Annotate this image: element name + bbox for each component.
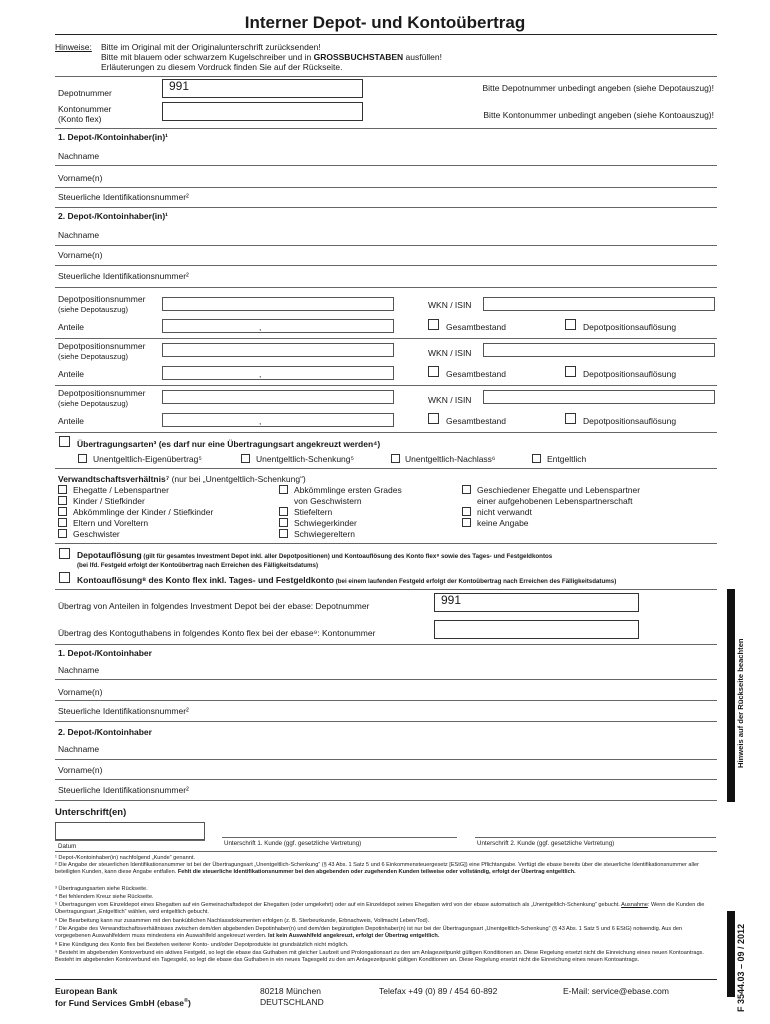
- target-holder1-firstname-label: Vorname(n): [58, 687, 103, 697]
- rel-not-related-checkbox[interactable]: [462, 507, 471, 516]
- rule: [55, 468, 717, 469]
- footnote-5-text-2: : Wenn die Kunden die Übertragungsart „Entgeltlich“ wählen, wird entgeltlich gebucht.: [55, 902, 705, 915]
- holder2-firstname-line[interactable]: [55, 265, 717, 266]
- rel-stepparents-label: Stiefeltern: [294, 507, 333, 517]
- footnote-7-text: ⁷ Die Angabe des Verwandtschaftsverhältnisses zwischen dem/den abgebenden Depotinhaber(n) und dem/den begünstigten Depotinhaber(n) ist nur bei der Übertragungsart „Unentgeltlich-Schenkung“ (§ 43 Abs. 1 Satz 5 und 6 EStG) notwendig. Aus den vorgegebenen Auswahlfeldern muss mindestens ein Auswahlfeld angekreuzt werden.: [55, 926, 683, 939]
- signature-date-label: Datum: [58, 843, 77, 850]
- transfer-donation-label: Unentgeltlich-Schenkung⁵: [256, 454, 355, 464]
- rel-children-checkbox[interactable]: [58, 496, 67, 505]
- rel-siblings-label: Geschwister: [73, 529, 120, 539]
- holder2-taxid-line[interactable]: [55, 287, 717, 288]
- footer-email: E-Mail: service@ebase.com: [563, 986, 669, 996]
- position2-wkn-field[interactable]: [483, 343, 715, 357]
- rel-divorced-checkbox[interactable]: [462, 485, 471, 494]
- target-holder2-taxid-label: Steuerliche Identifikationsnummer²: [58, 785, 189, 795]
- form-number: F 3544.03 – 09 / 2012: [736, 923, 746, 1012]
- depot-number-note: Bitte Depotnummer unbedingt angeben (siehe Depotauszug)!: [482, 83, 714, 93]
- target-depot-text: Übertrag von Anteilen in folgendes Investment Depot bei der ebase: Depotnummer: [58, 601, 370, 611]
- footnote-5: [55, 902, 715, 915]
- target-depot-value: 991: [441, 593, 462, 607]
- hints-label: Hinweise:: [55, 42, 92, 52]
- target-holder1-title: 1. Depot-/Kontoinhaber: [58, 648, 152, 658]
- holder2-taxid-label: Steuerliche Identifikationsnummer²: [58, 271, 189, 281]
- transfer-donation-checkbox[interactable]: [241, 454, 250, 463]
- rel-not-related-label: nicht verwandt: [477, 507, 532, 517]
- rule: [55, 543, 717, 544]
- rel-no-answer-label: keine Angabe: [477, 518, 529, 528]
- target-holder2-lastname-label: Nachname: [58, 744, 100, 754]
- relationship-title-bold: Verwandtschaftsverhältnis⁷: [58, 474, 170, 484]
- side-bar-bottom: [727, 911, 735, 997]
- footer-fax: Telefax +49 (0) 89 / 454 60-892: [379, 986, 498, 996]
- rel-nephews-label-1: Abkömmlinge ersten Grades: [294, 485, 402, 495]
- footnote-2-bold: Fehlt die steuerliche Identifikationsnummer bei den abgebenden oder zugehenden Kunden teilweise oder vollständig, erfolgt der Übertrag entgeltlich.: [177, 868, 576, 875]
- footnote-5-text: ⁵ Übertragungen vom Einzeldepot eines Ehegatten auf ein Gemeinschaftsdepot der Ehegatten (oder umgekehrt) oder auf ein Einzeldepot seines Ehegatten wird von der ebase automatisch als „Unentgeltlich-Schenkung“ gebucht.: [55, 902, 622, 908]
- target-holder2-lastname-line[interactable]: [55, 759, 717, 760]
- target-holder1-lastname-label: Nachname: [58, 665, 100, 675]
- position2-wkn-label: WKN / ISIN: [428, 348, 472, 358]
- rule: [55, 385, 717, 386]
- side-bar-top: [727, 589, 735, 802]
- position3-label: Depotpositionsnummer: [58, 388, 146, 398]
- position3-total-checkbox[interactable]: [428, 413, 439, 424]
- hint-line-1: Bitte im Original mit der Originalunterschrift zurücksenden!: [101, 42, 321, 52]
- account-number-field[interactable]: [162, 102, 363, 121]
- rel-spouse-label: Ehegatte / Lebenspartner: [73, 485, 169, 495]
- rel-parents-checkbox[interactable]: [58, 518, 67, 527]
- position2-comma: ,: [259, 369, 262, 379]
- holder2-lastname-label: Nachname: [58, 230, 100, 240]
- account-dissolution-note: (bei einem laufenden Festgeld erfolgt der Kontoübertrag nach Erreichen des Fälligkeitsdatums): [333, 578, 617, 585]
- rel-no-answer-checkbox[interactable]: [462, 518, 471, 527]
- holder2-lastname-line[interactable]: [55, 245, 717, 246]
- hint-line-2-a: Bitte mit blauem oder schwarzem Kugelschreiber und in: [101, 52, 314, 62]
- rel-stepparents-checkbox[interactable]: [279, 507, 288, 516]
- rel-children-in-law-checkbox[interactable]: [279, 518, 288, 527]
- account-dissolution-line: [77, 576, 616, 586]
- position1-total-checkbox[interactable]: [428, 319, 439, 330]
- depot-dissolution-checkbox[interactable]: [59, 548, 70, 559]
- account-dissolution-checkbox[interactable]: [59, 572, 70, 583]
- footer-bank-2: [55, 998, 191, 1009]
- rel-divorced-label-2: einer aufgehobenen Lebenspartnerschaft: [477, 496, 633, 506]
- footnote-9: ⁹ Besteht im abgebenden Kontoverbund ein aktives Festgeld, so legt die ebase das Guthaben mit gleicher Laufzeit und Prolongationsart zu den am Anlagezeitpunkt gültigen Konditionen an. Diese Regelung ersetzt nicht die Einreichung eines neuen Kontoantrags. Besteht im abgebenden Kontoverbund ein Tagesgeld, so legt die ebase das Guthaben in ein neues Tagesgeld zu den am Anlagezeitpunkt gültigen Konditionen an. Diese Regelung ersetzt nicht die Einreichung eines neuen Kontoantrags.: [55, 950, 704, 963]
- target-account-text: Übertrag des Kontoguthabens in folgendes Konto flex bei der ebase⁹: Kontonummer: [58, 628, 376, 638]
- account-dissolution-title: Kontoauflösung⁸ des Konto flex inkl. Tages- und Festgeldkonto: [77, 575, 334, 585]
- footnote-7: [55, 926, 715, 939]
- holder1-firstname-line[interactable]: [55, 187, 717, 188]
- holder1-firstname-label: Vorname(n): [58, 173, 103, 183]
- depot-dissolution-line: [77, 551, 552, 561]
- rel-parents-in-law-label: Schwiegereltern: [294, 529, 355, 539]
- position3-shares-label: Anteile: [58, 416, 84, 426]
- target-holder1-firstname-line[interactable]: [55, 700, 717, 701]
- rel-parents-label: Eltern und Voreltern: [73, 518, 149, 528]
- target-holder1-taxid-line[interactable]: [55, 721, 717, 722]
- transfer-type-checkbox[interactable]: [59, 436, 70, 447]
- footnote-4: ⁴ Bei fehlendem Kreuz siehe Rückseite.: [55, 894, 154, 900]
- position3-dissolve-checkbox[interactable]: [565, 413, 576, 424]
- position3-comma: ,: [259, 416, 262, 426]
- transfer-paid-checkbox[interactable]: [532, 454, 541, 463]
- holder1-taxid-label: Steuerliche Identifikationsnummer²: [58, 192, 189, 202]
- rel-parents-in-law-checkbox[interactable]: [279, 529, 288, 538]
- signature-date-field[interactable]: [55, 822, 205, 840]
- position2-sublabel: (siehe Depotauszug): [58, 352, 129, 361]
- position2-shares-label: Anteile: [58, 369, 84, 379]
- position3-total-label: Gesamtbestand: [446, 416, 507, 426]
- position1-label: Depotpositionsnummer: [58, 294, 146, 304]
- position1-dissolve-label: Depotpositionsauflösung: [583, 322, 677, 332]
- position3-wkn-label: WKN / ISIN: [428, 395, 472, 405]
- position1-shares-label: Anteile: [58, 322, 84, 332]
- position1-wkn-field[interactable]: [483, 297, 715, 311]
- rel-nephews-checkbox[interactable]: [279, 485, 288, 494]
- rel-grandchildren-checkbox[interactable]: [58, 507, 67, 516]
- page-title: Interner Depot- und Kontoübertrag: [244, 13, 526, 32]
- footer-country: DEUTSCHLAND: [260, 997, 324, 1007]
- side-hint: Hinweis auf der Rückseite beachten: [736, 638, 745, 768]
- rule: [55, 128, 717, 129]
- account-number-label-1: Kontonummer: [58, 104, 112, 114]
- depot-number-label: Depotnummer: [58, 88, 112, 98]
- position2-number-field[interactable]: [162, 343, 394, 357]
- position1-shares-field[interactable]: [162, 319, 394, 333]
- position1-comma: ,: [259, 322, 262, 332]
- footnote-3: ³ Übertragungsarten siehe Rückseite.: [55, 886, 148, 892]
- position3-sublabel: (siehe Depotauszug): [58, 399, 129, 408]
- position3-dissolve-label: Depotpositionsauflösung: [583, 416, 677, 426]
- account-number-note: Bitte Kontonummer unbedingt angeben (siehe Kontoauszug)!: [483, 110, 714, 120]
- rel-nephews-label-2: von Geschwistern: [294, 496, 362, 506]
- target-holder2-title: 2. Depot-/Kontoinhaber: [58, 727, 152, 737]
- transfer-paid-label: Entgeltlich: [547, 454, 587, 464]
- signature1-label: Unterschrift 1. Kunde (ggf. gesetzliche Vertretung): [224, 840, 362, 847]
- holder1-title: 1. Depot-/Kontoinhaber(in)¹: [58, 132, 169, 142]
- position1-dissolve-checkbox[interactable]: [565, 319, 576, 330]
- footer-bank-1: European Bank: [55, 986, 118, 996]
- title-rule: [55, 34, 717, 35]
- footer-city: 80218 München: [260, 986, 321, 996]
- rel-siblings-checkbox[interactable]: [58, 529, 67, 538]
- date-line: [55, 840, 205, 841]
- footer-bank-2-a: for Fund Services GmbH (ebase: [55, 997, 184, 1008]
- position1-wkn-label: WKN / ISIN: [428, 300, 472, 310]
- holder2-title: 2. Depot-/Kontoinhaber(in)¹: [58, 211, 169, 221]
- target-holder1-lastname-line[interactable]: [55, 679, 717, 680]
- transfer-inheritance-label: Unentgeltlich-Nachlass⁶: [405, 454, 496, 464]
- depot-dissolution-note-2: (bei lfd. Festgeld erfolgt der Kontoübertrag nach Erreichen des Fälligkeitsdatums): [77, 562, 319, 569]
- footnote-2-text: ² Die Angabe der steuerlichen Identifikationsnummer ist bei der Übertragungsart „Unentgeltlich-Schenkung“ (§ 43 Abs. 1 Satz 5 und 6 Einkommensteuergesetz [EStG]) eine Pflichtangabe. Verfügt die ebase bereits über die steuerliche Identifikationsnummer aller beteiligten Kunden, kann diese Angabe entfallen.: [55, 862, 699, 875]
- rule: [55, 644, 717, 645]
- hint-line-3: Erläuterungen zu diesem Vordruck finden Sie auf der Rückseite.: [101, 62, 343, 72]
- depot-dissolution-title: Depotauflösung: [77, 550, 142, 560]
- holder1-lastname-label: Nachname: [58, 151, 100, 161]
- transfer-types-title: Übertragungsarten³ (es darf nur eine Übertragungsart angekreuzt werden⁴): [77, 439, 381, 449]
- rule: [55, 76, 717, 77]
- holder1-taxid-line[interactable]: [55, 207, 717, 208]
- footnote-1: ¹ Depot-/Kontoinhaber(in) nachfolgend „Kunde“ genannt.: [55, 855, 195, 861]
- signature2-line[interactable]: [475, 837, 716, 838]
- rule: [55, 338, 717, 339]
- holder2-firstname-label: Vorname(n): [58, 250, 103, 260]
- target-account-field[interactable]: [434, 620, 639, 639]
- footer-rule: [55, 979, 717, 980]
- rel-divorced-label-1: Geschiedener Ehegatte und Lebenspartner: [477, 485, 641, 495]
- footnote-8: ⁸ Eine Kündigung des Konto flex bei Bestehen weiterer Konto- und/oder Depotprodukte ist grundsätzlich nicht möglich.: [55, 942, 349, 948]
- signature-title: Unterschrift(en): [55, 807, 127, 818]
- depot-number-value: 991: [169, 79, 190, 93]
- footer-registered-mark: ®: [183, 998, 189, 1004]
- rel-children-label: Kinder / Stiefkinder: [73, 496, 145, 506]
- position2-shares-field[interactable]: [162, 366, 394, 380]
- position2-dissolve-checkbox[interactable]: [565, 366, 576, 377]
- position1-number-field[interactable]: [162, 297, 394, 311]
- transfer-inheritance-checkbox[interactable]: [391, 454, 400, 463]
- position1-sublabel: (siehe Depotauszug): [58, 305, 129, 314]
- footnote-7-bold: Ist kein Auswahlfeld angekreuzt, erfolgt der Übertrag entgeltlich.: [268, 932, 440, 939]
- rule: [55, 432, 717, 433]
- footnote-5-exception: Ausnahme: [621, 902, 648, 908]
- hint-line-2-c: ausfüllen!: [403, 52, 442, 62]
- rel-children-in-law-label: Schwiegerkinder: [294, 518, 357, 528]
- target-holder2-firstname-line[interactable]: [55, 779, 717, 780]
- position2-total-label: Gesamtbestand: [446, 369, 507, 379]
- account-number-label-2: (Konto flex): [58, 114, 102, 124]
- target-holder1-taxid-label: Steuerliche Identifikationsnummer²: [58, 706, 189, 716]
- footer-bank-2-c: ): [188, 997, 191, 1008]
- position3-number-field[interactable]: [162, 390, 394, 404]
- transfer-gift-self-checkbox[interactable]: [78, 454, 87, 463]
- rel-grandchildren-label: Abkömmlinge der Kinder / Stiefkinder: [73, 507, 214, 517]
- signature1-line[interactable]: [222, 837, 457, 838]
- position1-total-label: Gesamtbestand: [446, 322, 507, 332]
- footnote-2: [55, 862, 715, 875]
- target-holder2-firstname-label: Vorname(n): [58, 765, 103, 775]
- hint-line-2-b: GROSSBUCHSTABEN: [313, 52, 404, 62]
- position2-total-checkbox[interactable]: [428, 366, 439, 377]
- rule: [55, 589, 717, 590]
- signature2-label: Unterschrift 2. Kunde (ggf. gesetzliche Vertretung): [477, 840, 615, 847]
- rule: [55, 851, 717, 852]
- position3-wkn-field[interactable]: [483, 390, 715, 404]
- position2-dissolve-label: Depotpositionsauflösung: [583, 369, 677, 379]
- relationship-title-note: (nur bei „Unentgeltlich-Schenkung“): [169, 474, 306, 484]
- position2-label: Depotpositionsnummer: [58, 341, 146, 351]
- depot-number-field[interactable]: [162, 79, 363, 98]
- depot-dissolution-note: (gilt für gesamtes Investment Depot inkl. aller Depotpositionen) und Kontoauflösung des Konto flex⁸ sowie des Tages- und Festgeldkontos: [141, 553, 553, 560]
- target-depot-field[interactable]: [434, 593, 639, 612]
- transfer-gift-self-label: Unentgeltlich-Eigenübertrag⁵: [93, 454, 202, 464]
- footnote-6: ⁶ Die Bearbeitung kann nur zusammen mit den banküblichen Nachlassdokumenten erfolgen (z. B. Sterbeurkunde, Erbnachweis, Vollmacht Leben/Tod).: [55, 918, 430, 924]
- rel-spouse-checkbox[interactable]: [58, 485, 67, 494]
- relationship-title: [58, 475, 306, 485]
- holder1-lastname-line[interactable]: [55, 165, 717, 166]
- position3-shares-field[interactable]: [162, 413, 394, 427]
- target-holder2-taxid-line[interactable]: [55, 800, 717, 801]
